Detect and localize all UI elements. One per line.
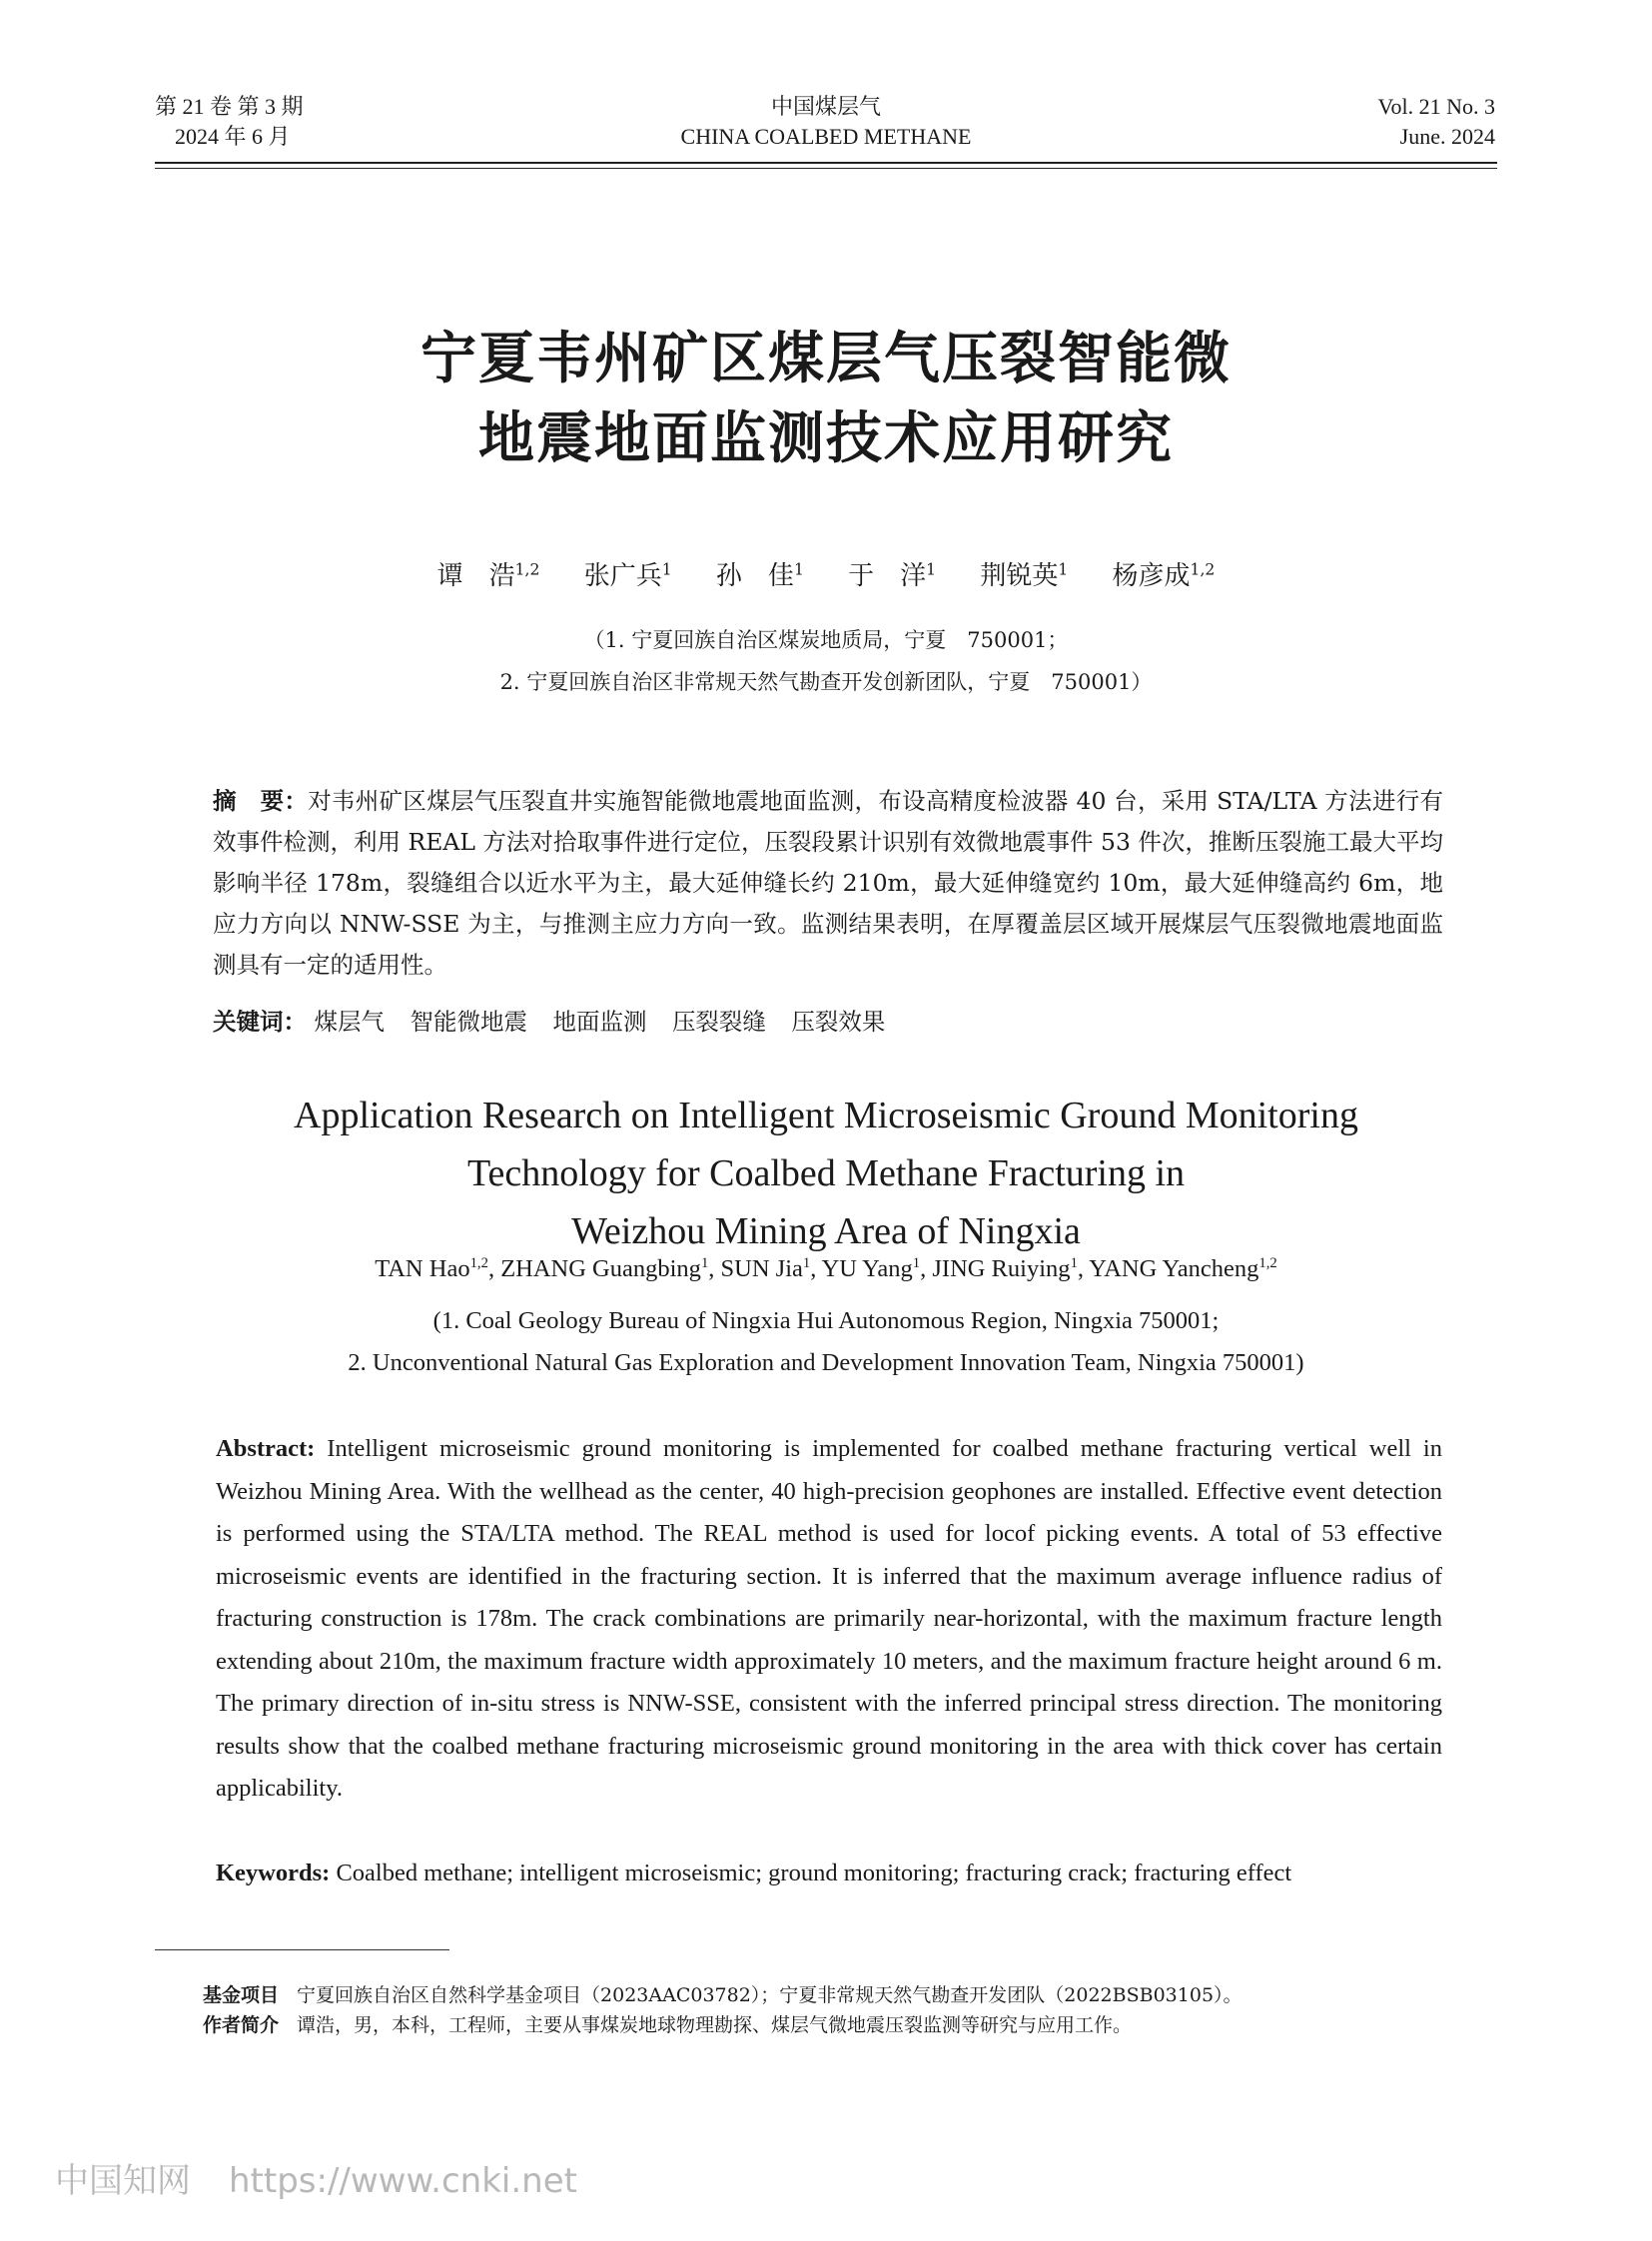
keywords-en-text: Coalbed methane; intelligent microseismic; ground monitoring; fracturing crack; fracturing effect	[336, 1860, 1292, 1886]
abstract-zh-text: 对韦州矿区煤层气压裂直井实施智能微地震地面监测，布设高精度检波器 40 台，采用 STA/LTA 方法进行有效事件检测，利用 REAL 方法对拾取事件进行定位，压裂段累计识别有效微地震事件 53 件次，推断压裂施工最大平均影响半径 178m，裂缝组合以近水平为主，最大延伸缝长约 210m，最大延伸缝宽约 10m，最大延伸缝高约 6m，地应力方向以 NNW-SSE 为主，与推测主应力方向一致。监测结果表明，在厚覆盖层区域开展煤层气压裂微地震地面监测具有一定的适用性。	[213, 787, 1444, 979]
header-rule-thick	[155, 162, 1497, 164]
author-en	[822, 1255, 921, 1282]
journal-name-en: CHINA COALBED METHANE	[680, 124, 972, 149]
funding-text: 宁夏回族自治区自然科学基金项目（2023AAC03782）；宁夏非常规天然气勘查开发团队（2022BSB03105）。	[297, 1984, 1242, 2006]
keywords-zh-label: 关键词：	[213, 1008, 307, 1036]
author-name: 荆锐英	[980, 561, 1059, 591]
paper-title-en	[0, 1087, 1652, 1260]
volume-issue-zh: 第 21 卷 第 3 期	[155, 94, 304, 119]
author-affiliation-mark: 1	[1070, 1254, 1078, 1271]
author-affiliation-mark: 1,2	[1258, 1254, 1277, 1271]
author-zh	[437, 555, 540, 592]
author-name: 孙 佳	[715, 561, 794, 591]
date-en: June. 2024	[1399, 124, 1495, 149]
author-bio-text: 谭浩，男，本科，工程师，主要从事煤炭地球物理勘探、煤层气微地震压裂监测等研究与应用工作。	[297, 2014, 1133, 2036]
author-zh	[848, 555, 936, 592]
watermark-brand: 中国知网	[55, 2161, 191, 2201]
author-en	[932, 1255, 1078, 1282]
affiliation-en-2: 2. Unconventional Natural Gas Exploration and Development Innovation Team, Ningxia 750001)	[348, 1349, 1304, 1376]
author-affiliation-mark: 1	[700, 1254, 709, 1271]
author-list-zh	[0, 555, 1652, 592]
author-name: YU Yang	[821, 1255, 913, 1282]
author-list-en: TAN Hao$^{1,2}$, ZHANG Guangbing$^1$, SUN Jia$^1$, YU Yang$^1$, JING Ruiying$^1$, YANG Yancheng$^{1,2}$	[375, 1254, 1277, 1282]
keyword-zh: 煤层气	[314, 1008, 385, 1036]
keywords-zh	[213, 1003, 1443, 1037]
affiliation-en-1: (1. Coal Geology Bureau of Ningxia Hui Autonomous Region, Ningxia 750001;	[432, 1307, 1220, 1334]
keyword-zh: 压裂效果	[791, 1008, 886, 1036]
abstract-zh-label: 摘 要：	[213, 787, 309, 815]
author-affiliation-mark: 1,2	[514, 560, 540, 579]
author-affiliation-mark: 1	[661, 560, 672, 579]
author-zh	[980, 555, 1068, 592]
paper-title-zh	[0, 320, 1652, 479]
author-name: YANG Yancheng	[1089, 1255, 1259, 1282]
author-en	[721, 1255, 811, 1282]
funding-label: 基金项目	[203, 1984, 280, 2006]
affiliation-zh-1: （1. 宁夏回族自治区煤炭地质局，宁夏 750001；	[583, 628, 1069, 652]
title-zh-line2: 地震地面监测技术应用研究	[478, 406, 1174, 471]
author-zh	[584, 555, 672, 592]
author-zh	[716, 555, 804, 592]
title-zh-line1: 宁夏韦州矿区煤层气压裂智能微	[420, 327, 1232, 391]
author-affiliation-mark: 1	[912, 1254, 921, 1271]
running-header-right	[1377, 92, 1495, 152]
watermark-url: https://www.cnki.net	[229, 2161, 577, 2201]
affiliations-zh	[0, 619, 1652, 703]
author-bio-label: 作者简介	[203, 2014, 280, 2036]
footnote-rule	[155, 1949, 449, 1950]
journal-name-zh: 中国煤层气	[770, 94, 881, 119]
title-en-line1: Application Research on Intelligent Microseismic Ground Monitoring	[294, 1095, 1358, 1136]
abstract-en-text: Intelligent microseismic ground monitoring is implemented for coalbed methane fracturing vertical well in Weizhou Mining Area. With the wellhead as the center, 40 high-precision geophones are installed. Effective event detection is performed using the STA/LTA method. The REAL method is used for locof picking events. A total of 53 effective microseismic events are identified in the fracturing section. It is inferred that the maximum average influence radius of fracturing construction is 178m. The crack combinations are primarily near-horizontal, with the maximum fracture length extending about 210m, the maximum fracture width approximately 10 meters, and the maximum fracture height around 6 m. The primary direction of in-situ stress is NNW-SSE, consistent with the inferred principal stress direction. The monitoring results show that the coalbed methane fracturing microseismic ground monitoring in the area with thick cover has certain applicability.	[216, 1435, 1442, 1802]
keyword-zh: 压裂裂缝	[671, 1008, 766, 1036]
author-affiliation-mark: 1	[1058, 560, 1069, 579]
author-affiliation-mark: 1	[926, 560, 937, 579]
author-name: 张广兵	[583, 561, 662, 591]
footnote-funding	[203, 1980, 1242, 2007]
author-name: JING Ruiying	[932, 1255, 1071, 1282]
keyword-zh: 智能微地震	[410, 1008, 527, 1036]
abstract-en	[216, 1428, 1442, 1811]
author-name: SUN Jia	[720, 1255, 803, 1282]
author-en	[1089, 1255, 1277, 1282]
author-name: ZHANG Guangbing	[500, 1255, 701, 1282]
abstract-zh	[213, 781, 1443, 986]
keyword-zh: 地面监测	[552, 1008, 647, 1036]
affiliations-en	[0, 1300, 1652, 1384]
header-rule-thin	[155, 168, 1497, 169]
author-name: 杨彦成	[1112, 561, 1191, 591]
affiliation-zh-2: 2. 宁夏回族自治区非常规天然气勘查开发创新团队，宁夏 750001）	[499, 670, 1153, 694]
footnote-author-bio	[203, 2010, 1132, 2037]
author-affiliation-mark: 1,2	[469, 1254, 488, 1271]
author-affiliation-mark: 1	[802, 1254, 811, 1271]
author-name: TAN Hao	[375, 1255, 470, 1282]
cnki-watermark	[55, 2153, 615, 2202]
author-zh	[1113, 555, 1216, 592]
author-en	[500, 1255, 708, 1282]
volume-issue-en: Vol. 21 No. 3	[1377, 94, 1495, 119]
date-zh: 2024 年 6 月	[175, 124, 291, 149]
title-en-line3: Weizhou Mining Area of Ningxia	[571, 1210, 1081, 1252]
keywords-en	[216, 1853, 1442, 1895]
author-name: 谭 浩	[436, 561, 515, 591]
author-affiliation-mark: 1,2	[1190, 560, 1216, 579]
title-en-line2: Technology for Coalbed Methane Fracturing in	[466, 1152, 1186, 1194]
abstract-en-label: Abstract:	[216, 1435, 316, 1462]
author-affiliation-mark: 1	[793, 560, 804, 579]
author-name: 于 洋	[848, 561, 927, 591]
author-en	[375, 1255, 488, 1282]
keywords-en-label: Keywords:	[216, 1860, 331, 1886]
